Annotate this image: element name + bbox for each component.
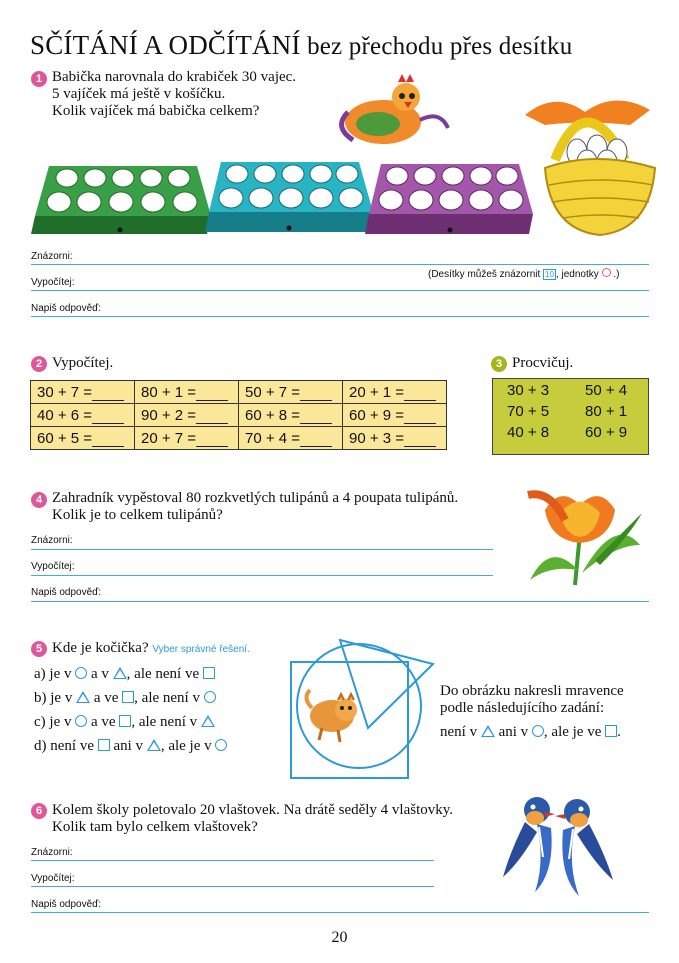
table-row <box>31 427 447 450</box>
triangle-icon <box>201 715 215 727</box>
cat-icon <box>306 690 357 742</box>
circle-icon <box>75 715 87 727</box>
exercise-cell[interactable]: 20 + 1 = <box>343 381 447 404</box>
task-5-hint: Vyber správné řešení. <box>152 644 250 655</box>
option-c[interactable]: c) je v a ve , ale není v <box>34 710 227 734</box>
exercise-cell[interactable]: 90 + 3 = <box>343 427 447 450</box>
circle-icon <box>204 691 216 703</box>
task-5-side-text: Do obrázku nakresli mravence podle následujícího zadání: <box>440 683 624 716</box>
option-a[interactable]: a) je v a v , ale není ve <box>34 662 227 686</box>
square-icon <box>119 715 131 727</box>
circle-icon <box>215 739 227 751</box>
task-1-label-znazorni: Znázorni: <box>31 251 73 262</box>
exercise-cell[interactable]: 70 + 4 = <box>239 427 343 450</box>
task-4-label-odpoved: Napiš odpověď: <box>31 587 102 598</box>
practice-item: 60 + 9 <box>585 424 628 441</box>
task-4-label-znazorni: Znázorni: <box>31 535 73 546</box>
swallow-left <box>503 797 555 892</box>
task-6-label-vypocitej: Vypočítej: <box>31 873 75 884</box>
task-1-line-odpoved[interactable] <box>31 316 649 317</box>
task-6-label-znazorni: Znázorni: <box>31 847 73 858</box>
task-5-heading: Kde je kočička? Vyber správné řešení. <box>52 640 250 656</box>
task-6-label-odpoved: Napiš odpověď: <box>31 899 102 910</box>
practice-item: 40 + 8 <box>507 424 550 441</box>
task-4-line-odpoved[interactable] <box>31 601 649 602</box>
tulip-illustration <box>520 485 645 590</box>
task-5-number: 5 <box>31 641 47 657</box>
task-2-heading: Vypočítej. <box>52 355 114 371</box>
task-4-text: Zahradník vypěstoval 80 rozkvetlých tulipánů a 4 poupata tulipánů. Kolik je to celkem tulipánů? <box>52 490 459 523</box>
triangle-icon <box>147 739 161 751</box>
task-1-number: 1 <box>31 71 47 87</box>
practice-item: 50 + 4 <box>585 382 628 399</box>
task-6-number: 6 <box>31 803 47 819</box>
exercise-cell[interactable]: 40 + 6 = <box>31 404 135 427</box>
practice-item: 80 + 1 <box>585 403 628 420</box>
egg-carton-3 <box>365 164 533 234</box>
task-6-text: Kolem školy poletovalo 20 vlaštovek. Na drátě seděly 4 vlaštovky. Kolik tam bylo celkem vlaštovek? <box>52 802 454 835</box>
task-4-label-vypocitej: Vypočítej: <box>31 561 75 572</box>
ten-box-icon: 10 <box>545 270 554 279</box>
task-4-number: 4 <box>31 492 47 508</box>
exercise-cell[interactable]: 80 + 1 = <box>135 381 239 404</box>
task-6-line-vypocitej[interactable] <box>31 886 434 887</box>
square-icon <box>98 739 110 751</box>
unit-circle-icon <box>602 268 611 277</box>
square-icon <box>605 725 617 737</box>
task-6-line-odpoved[interactable] <box>31 912 649 913</box>
exercise-cell[interactable]: 60 + 5 = <box>31 427 135 450</box>
task-3-heading: Procvičuj. <box>512 355 574 371</box>
task-1-line-znazorni[interactable] <box>31 264 649 265</box>
triangle-icon <box>76 691 90 703</box>
task-1-label-vypocitej: Vypočítej: <box>31 277 75 288</box>
exercise-cell[interactable]: 90 + 2 = <box>135 404 239 427</box>
triangle-icon <box>481 725 495 737</box>
option-b[interactable]: b) je v a ve , ale není v <box>34 686 227 710</box>
swallow-right <box>555 799 613 896</box>
practice-item: 70 + 5 <box>507 403 550 420</box>
table-row <box>31 404 447 427</box>
triangle-icon <box>113 667 127 679</box>
hen-illustration <box>328 72 458 152</box>
task-6-line-znazorni[interactable] <box>31 860 434 861</box>
egg-carton-1 <box>31 166 211 234</box>
swallows-illustration <box>495 792 620 902</box>
task-5-options <box>34 662 227 758</box>
practice-item: 30 + 3 <box>507 382 550 399</box>
exercise-cell[interactable]: 30 + 7 = <box>31 381 135 404</box>
egg-carton-2 <box>205 162 373 232</box>
option-d[interactable]: d) není ve ani v , ale je v <box>34 734 227 758</box>
shapes-figure[interactable] <box>288 636 438 782</box>
task-3-box <box>492 378 649 455</box>
square-icon <box>122 691 134 703</box>
task-2-number: 2 <box>31 356 47 372</box>
task-1-label-odpoved: Napiš odpověď: <box>31 303 102 314</box>
task-1-text: Babička narovnala do krabiček 30 vajec. 5 vajíček má ještě v košíčku. Kolik vajíček má babička celkem? <box>52 69 297 119</box>
task-4-line-znazorni[interactable] <box>31 549 493 550</box>
task-5-side-task: není v ani v , ale je ve . <box>440 724 621 740</box>
page-number: 20 <box>331 929 348 946</box>
task-1-note: (Desítky můžeš znázornit 10 , jednotky .) <box>428 269 620 280</box>
exercise-cell[interactable]: 60 + 9 = <box>343 404 447 427</box>
exercise-cell[interactable]: 60 + 8 = <box>239 404 343 427</box>
page-title: SČÍTÁNÍ A ODČÍTÁNÍ bez přechodu přes desítku <box>30 30 573 60</box>
table-row <box>31 381 447 404</box>
exercise-cell[interactable]: 50 + 7 = <box>239 381 343 404</box>
task-1-line-vypocitej[interactable] <box>31 290 649 291</box>
circle-icon <box>75 667 87 679</box>
egg-cartons <box>25 158 535 240</box>
task-4-line-vypocitej[interactable] <box>31 575 493 576</box>
exercise-cell[interactable]: 20 + 7 = <box>135 427 239 450</box>
square-icon <box>203 667 215 679</box>
task-2-table <box>30 380 447 450</box>
circle-icon <box>532 725 544 737</box>
egg-basket <box>515 90 665 240</box>
task-3-number: 3 <box>491 356 507 372</box>
